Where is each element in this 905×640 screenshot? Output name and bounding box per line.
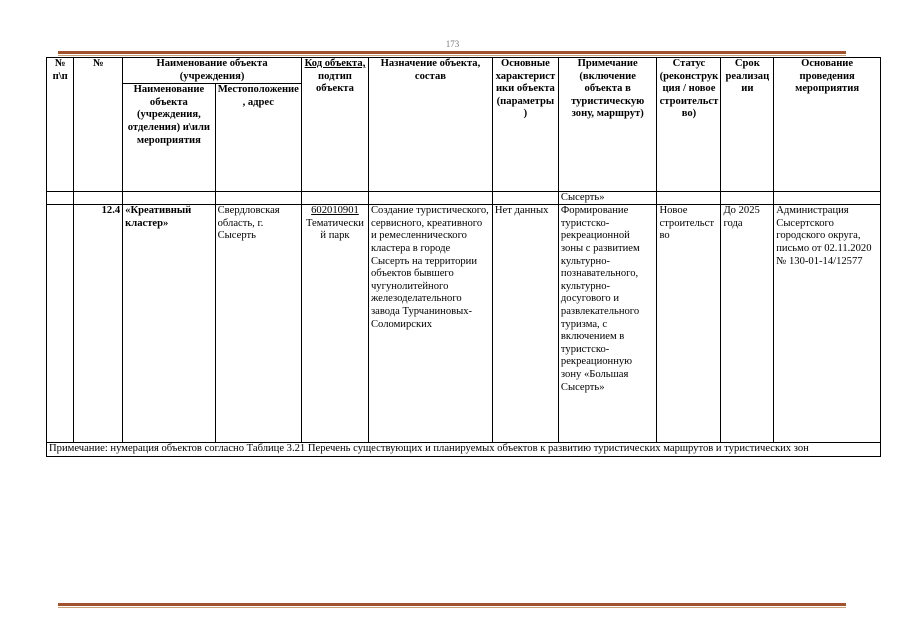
row-location: Свердловская область, г. Сысерть [215, 205, 301, 443]
header-note: Примечание (включение объекта в туристическую зону, маршрут) [558, 58, 657, 192]
header-location: Местоположение, адрес [215, 84, 301, 192]
row-status: Новое строительство [657, 205, 721, 443]
row-code-cell [301, 205, 368, 443]
page-number: 173 [445, 39, 460, 49]
row-object-name: «Креативный кластер» [123, 205, 215, 443]
header-code-subtype: подтип объекта [315, 70, 354, 95]
header-purpose: Назначение объекта, состав [368, 58, 492, 192]
continuation-note-cell: Сысерть» [558, 192, 657, 205]
footnote-row [47, 443, 881, 457]
header-row-1 [47, 58, 881, 84]
row-code: 602010901 [311, 205, 359, 217]
table-footnote: Примечание: нумерация объектов согласно Таблице 3.21 Перечень существующих и планируемых объектов к развитию туристических маршрутов и туристических зон [47, 443, 881, 457]
header-code [301, 58, 368, 192]
header-status: Статус (реконструкция / новое строительство) [657, 58, 721, 192]
continuation-row [47, 192, 881, 205]
header-num-pp: № п\п [47, 58, 74, 192]
header-object-name-group: Наименование объекта (учреждения) [123, 58, 302, 84]
objects-table [46, 57, 881, 457]
header-num: № [74, 58, 123, 192]
header-object-name: Наименование объекта (учреждения, отделения) и\или мероприятия [123, 84, 215, 192]
header-characteristics: Основные характеристики объекта (параметры) [492, 58, 558, 192]
row-basis: Администрация Сысертского городского округа, письмо от 02.11.2020 № 130-01-14/12577 [774, 205, 881, 443]
header-term: Срок реализации [721, 58, 774, 192]
header-rule [58, 51, 846, 56]
header-basis: Основание проведения мероприятия [774, 58, 881, 192]
footer-rule [58, 603, 846, 608]
row-purpose: Создание туристического, сервисного, креативного и ремесленнического кластера в городе Сысерть на территории объектов бывшего чугунолитейного железоделательного завода Турчаниновых-Соломирских [368, 205, 492, 443]
row-characteristics: Нет данных [492, 205, 558, 443]
table-row [47, 205, 881, 443]
row-note: Формирование туристско-рекреационной зоны с развитием культурно-познавательного, культурно-досугового и развлекательного туризма, с включением в туристско-рекреационную зону «Большая Сысерть» [558, 205, 657, 443]
header-code-label: Код объекта, [304, 58, 366, 69]
row-number: 12.4 [74, 205, 123, 443]
row-subtype: Тематический парк [305, 217, 364, 242]
row-term: До 2025 года [721, 205, 774, 443]
